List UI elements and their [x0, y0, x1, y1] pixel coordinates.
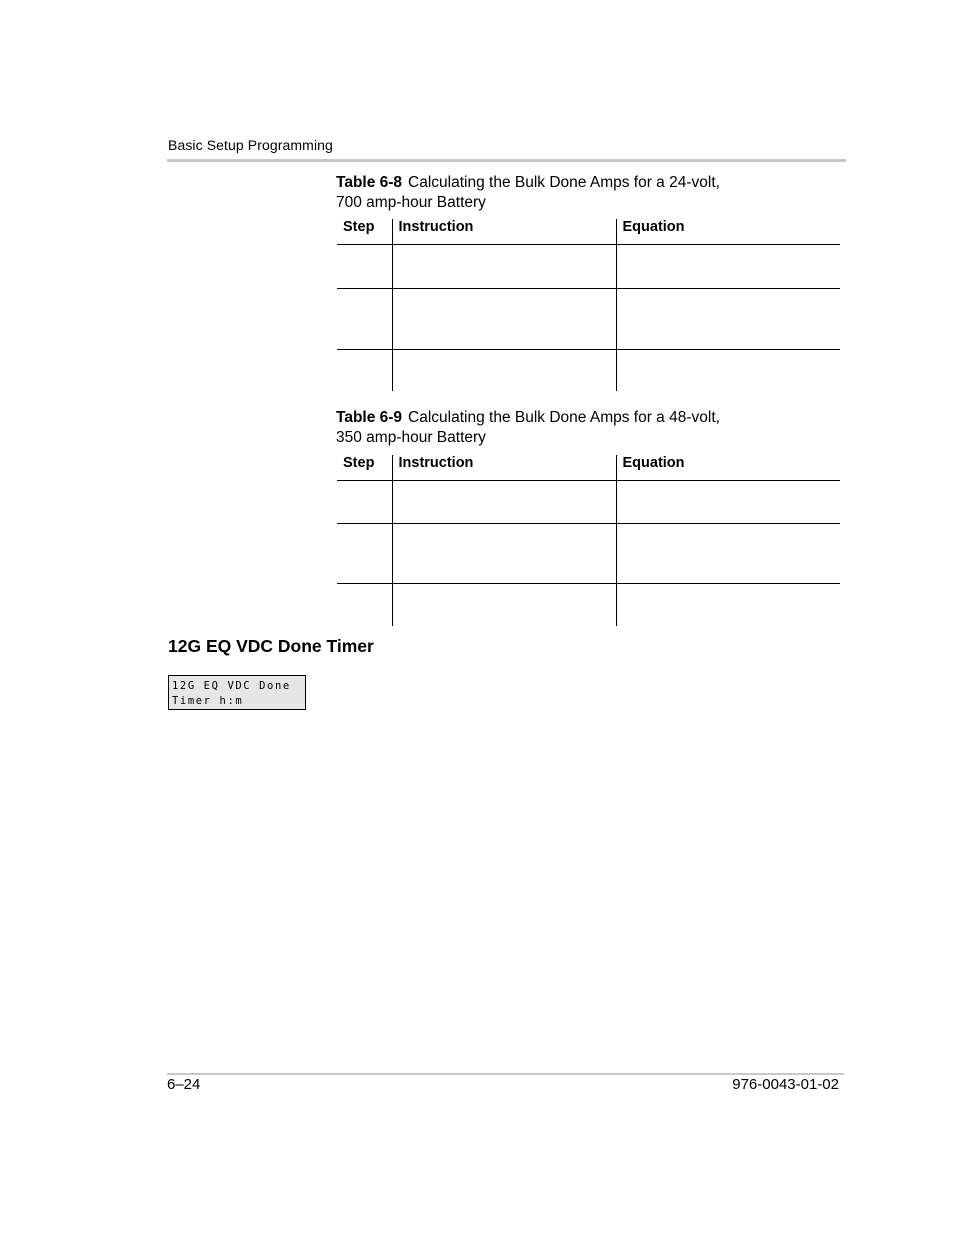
table-row	[337, 524, 840, 584]
step-cell	[337, 245, 392, 289]
table-label: Table 6-9	[336, 409, 403, 426]
table-6-9-caption	[336, 408, 856, 448]
column-header-instruction: Instruction	[392, 455, 616, 481]
instruction-cell	[392, 524, 616, 584]
lcd-line-1: 12G EQ VDC Done	[172, 680, 291, 692]
equation-cell	[616, 289, 840, 350]
table-row	[337, 289, 840, 350]
table-title-line1: Calculating the Bulk Done Amps for a 24-volt,	[408, 174, 720, 191]
column-header-equation: Equation	[616, 455, 840, 481]
page-number: 6–24	[167, 1076, 201, 1093]
table-row	[337, 350, 840, 391]
instruction-cell	[392, 584, 616, 626]
table-title-line2: 700 amp-hour Battery	[336, 194, 486, 211]
instruction-cell	[392, 481, 616, 524]
table-6-8	[337, 219, 840, 391]
equation-cell	[616, 245, 840, 289]
lcd-line-2: Timer h:m	[172, 695, 244, 707]
table-6-8-caption	[336, 173, 856, 213]
header-rule	[167, 159, 846, 162]
table-row	[337, 481, 840, 524]
instruction-cell	[392, 245, 616, 289]
step-cell	[337, 350, 392, 391]
instruction-cell	[392, 289, 616, 350]
step-cell	[337, 289, 392, 350]
table-row	[337, 245, 840, 289]
section-heading: 12G EQ VDC Done Timer	[168, 636, 374, 656]
column-header-step: Step	[337, 219, 392, 245]
footer-rule	[167, 1073, 844, 1075]
table-row	[337, 584, 840, 626]
column-header-equation: Equation	[616, 219, 840, 245]
equation-cell	[616, 350, 840, 391]
instruction-cell	[392, 350, 616, 391]
table-title-line2: 350 amp-hour Battery	[336, 429, 486, 446]
lcd-display	[168, 675, 306, 710]
document-number: 976-0043-01-02	[732, 1076, 839, 1093]
step-cell	[337, 584, 392, 626]
equation-cell	[616, 584, 840, 626]
table-6-9	[337, 455, 840, 626]
step-cell	[337, 481, 392, 524]
step-cell	[337, 524, 392, 584]
equation-cell	[616, 481, 840, 524]
equation-cell	[616, 524, 840, 584]
column-header-step: Step	[337, 455, 392, 481]
running-header: Basic Setup Programming	[168, 137, 333, 153]
table-title-line1: Calculating the Bulk Done Amps for a 48-volt,	[408, 409, 720, 426]
column-header-instruction: Instruction	[392, 219, 616, 245]
table-label: Table 6-8	[336, 174, 403, 191]
